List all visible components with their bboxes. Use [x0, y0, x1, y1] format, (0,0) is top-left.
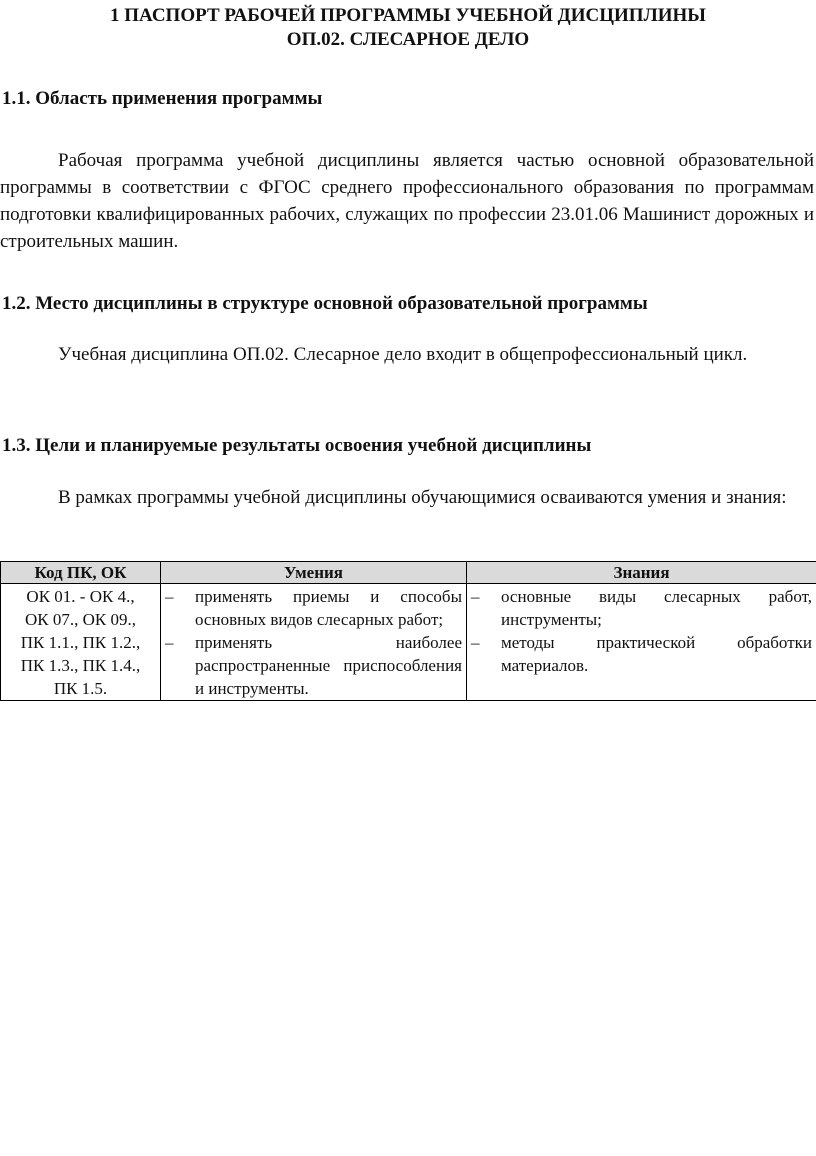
- section-1-heading: 1.1. Область применения программы: [2, 88, 323, 109]
- code-line: ПК 1.3., ПК 1.4.,: [20, 656, 141, 675]
- code-line: ОК 07., ОК 09.,: [25, 610, 136, 629]
- header-skills: Умения: [161, 562, 467, 584]
- skills-cell: [161, 584, 467, 701]
- bullet-dash: –: [165, 587, 174, 606]
- title-line-2: ОП.02. СЛЕСАРНОЕ ДЕЛО: [286, 29, 530, 50]
- section-3-text: В рамках программы учебной дисциплины обучающимися осваиваются умения и знания:: [58, 487, 787, 508]
- codes-cell: [1, 584, 161, 701]
- bullet-dash: –: [471, 587, 480, 606]
- table-row: [1, 584, 816, 701]
- header-knowledge: Знания: [467, 562, 816, 584]
- section-3-heading: 1.3. Цели и планируемые результаты освоения учебной дисциплины: [2, 435, 592, 456]
- code-line: ПК 1.1., ПК 1.2.,: [20, 633, 141, 652]
- bullet-dash: –: [165, 633, 174, 652]
- list-item: [165, 631, 462, 700]
- section-1-text: Рабочая программа учебной дисциплины является частью основной образовательной программы в соответствии с ФГОС среднего профессионального образования по программам подготовки квалифицированных рабочих, служащих по профессии 23.01.06 Машинист дорожных и строительных машин.: [0, 150, 814, 252]
- section-2-heading: 1.2. Место дисциплины в структуре основной образовательной программы: [2, 293, 648, 314]
- code-line: ПК 1.5.: [53, 679, 108, 698]
- code-line: ОК 01. - ОК 4.,: [26, 587, 135, 606]
- knowledge-cell: [467, 584, 816, 701]
- knowledge-text: основные виды слесарных работ, инструменты;: [501, 587, 812, 629]
- knowledge-text: методы практической обработки материалов.: [501, 633, 812, 675]
- list-item: [165, 585, 462, 631]
- list-item: [471, 631, 812, 677]
- header-codes: Код ПК, ОК: [1, 562, 161, 584]
- table-header-row: [1, 562, 816, 584]
- title-line-1: 1 ПАСПОРТ РАБОЧЕЙ ПРОГРАММЫ УЧЕБНОЙ ДИСЦИПЛИНЫ: [110, 5, 706, 26]
- section-2-text: Учебная дисциплина ОП.02. Слесарное дело входит в общепрофессиональный цикл.: [58, 344, 748, 365]
- skill-text: применять приемы и способы основных видов слесарных работ;: [195, 587, 462, 629]
- results-table: [0, 561, 816, 701]
- list-item: [471, 585, 812, 631]
- bullet-dash: –: [471, 633, 480, 652]
- skill-text: применять наиболее распространенные приспособления и инструменты.: [195, 633, 462, 698]
